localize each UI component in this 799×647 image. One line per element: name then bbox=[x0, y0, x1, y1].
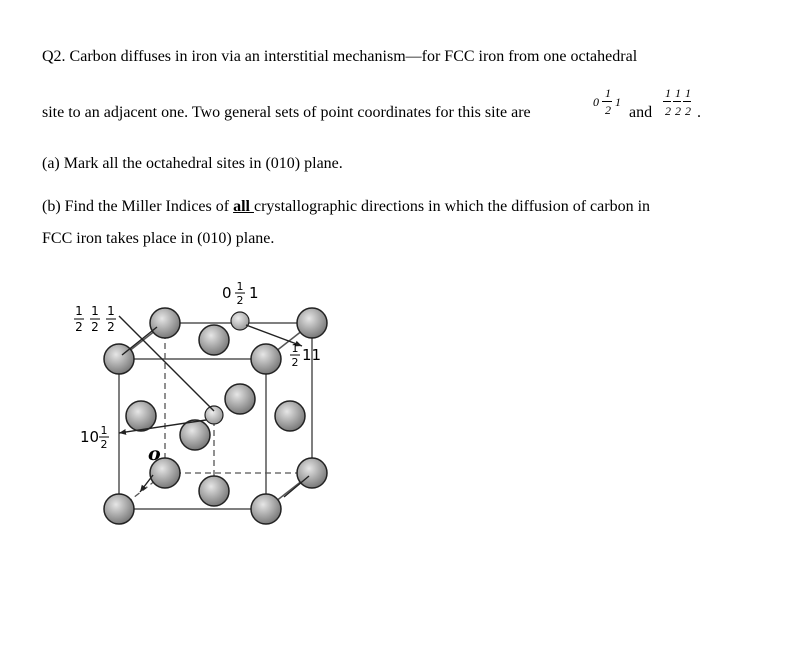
svg-text:1: 1 bbox=[249, 284, 259, 302]
svg-text:1: 1 bbox=[236, 280, 244, 293]
atom bbox=[104, 494, 134, 524]
svg-text:1: 1 bbox=[91, 304, 99, 318]
svg-text:1: 1 bbox=[107, 304, 115, 318]
fcc-unit-cell-diagram bbox=[60, 270, 360, 540]
atom bbox=[225, 384, 255, 414]
svg-text:1: 1 bbox=[100, 424, 108, 437]
atoms bbox=[104, 308, 327, 524]
origin-label: o bbox=[148, 443, 161, 465]
label-half-half-half bbox=[74, 304, 116, 334]
atom bbox=[297, 308, 327, 338]
svg-text:2: 2 bbox=[291, 356, 299, 369]
svg-text:2: 2 bbox=[107, 320, 115, 334]
atom bbox=[150, 308, 180, 338]
atom bbox=[251, 344, 281, 374]
svg-text:2: 2 bbox=[75, 320, 83, 334]
question-line-2: site to an adjacent one. Two general sets of point coordinates for this site are bbox=[42, 104, 531, 121]
svg-text:10: 10 bbox=[80, 428, 100, 446]
atom bbox=[297, 458, 327, 488]
question-line-1: Q2. Carbon diffuses in iron via an interstitial mechanism—for FCC iron from one octahedral bbox=[42, 48, 638, 65]
part-a: (a) Mark all the octahedral sites in (010) plane. bbox=[42, 155, 343, 172]
svg-text:1: 1 bbox=[75, 304, 83, 318]
svg-text:2: 2 bbox=[236, 294, 244, 307]
octahedral-site-small bbox=[231, 312, 249, 330]
svg-text:11: 11 bbox=[302, 346, 322, 364]
atom bbox=[275, 401, 305, 431]
svg-text:2: 2 bbox=[91, 320, 99, 334]
and-word: and bbox=[629, 104, 653, 121]
atom bbox=[251, 494, 281, 524]
label-half-1-1 bbox=[290, 342, 321, 369]
svg-text:0: 0 bbox=[222, 284, 232, 302]
label-0-half-1 bbox=[222, 280, 259, 307]
atom bbox=[180, 420, 210, 450]
part-b-line-2: FCC iron takes place in (010) plane. bbox=[42, 230, 275, 247]
svg-text:2: 2 bbox=[100, 438, 108, 451]
emphasis-all: all bbox=[233, 198, 254, 215]
octahedral-site-small bbox=[205, 406, 223, 424]
label-1-0-half bbox=[80, 424, 109, 451]
atom bbox=[126, 401, 156, 431]
svg-text:1: 1 bbox=[291, 342, 299, 355]
part-b-line-1: (b) Find the Miller Indices of all crystallographic directions in which the diffusion of carbon in bbox=[42, 198, 651, 215]
atom bbox=[199, 476, 229, 506]
atom bbox=[199, 325, 229, 355]
